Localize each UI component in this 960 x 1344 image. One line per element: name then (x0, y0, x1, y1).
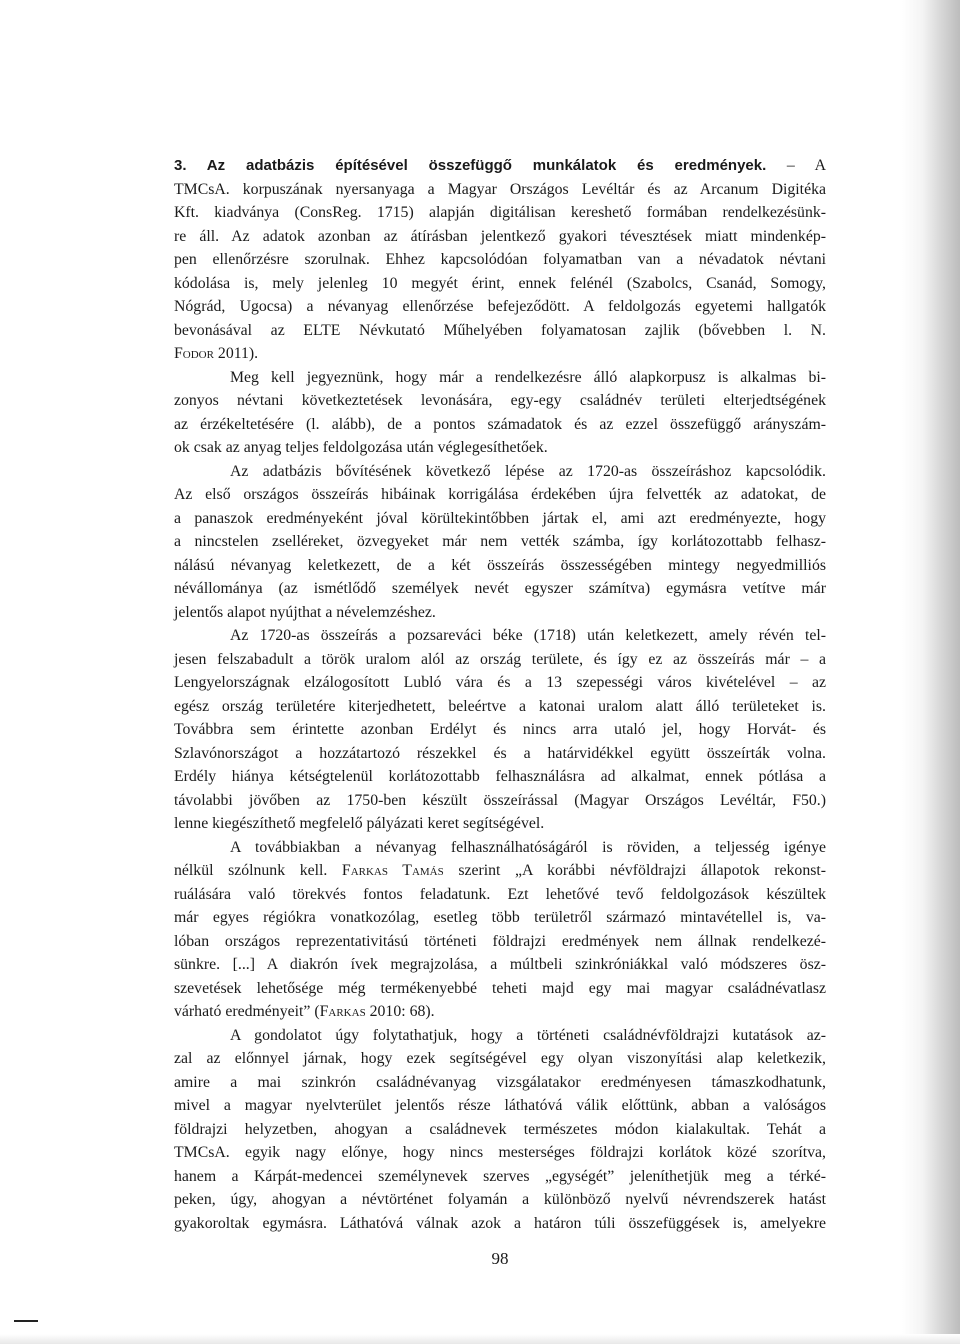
section-heading: 3. Az adatbázis építésével összefüggő munkálatok és eredmények. (174, 157, 767, 174)
text-line: jelentős alapot nyújthat a névelemzéshez. (174, 603, 436, 621)
text-line: amire a mai szinkrón családnévanyag vizsgálatakor eredményesen támaszkodhatunk, (174, 1073, 826, 1091)
text-line: Meg kell jegyeznünk, hogy már a rendelkezésre álló alapkorpusz is alkalmas bi- (230, 368, 826, 386)
text-line: a nincstelen zselléreket, özvegyeket már nem vették számba, így korlátozottabb felhasz- (174, 533, 826, 550)
page-body (174, 154, 826, 1235)
text-line: távolabbi jövőben az 1750-ben készült összeírással (Magyar Országos Levéltár, F50.) (174, 791, 826, 809)
scan-shadow-right (902, 0, 960, 1344)
section-heading-tail: – A (766, 157, 826, 174)
text-line: TMCsA. egyik nagy előnye, hogy nincs mesterséges földrajzi korlátok közé szorítva, (174, 1144, 826, 1161)
text-line: nélkül szólnunk kell. Farkas Tamás szerint „A korábbi névföldrajzi állapotok rekonst- (174, 862, 827, 879)
text-line: névállománya (az ismétlődő személyek nevét egyszer számítva) egymásra vetítve már (174, 580, 826, 597)
text-line: a panaszok eredményeként jóval körültekintőbben jártak el, ami azt eredményezte, hogy (174, 509, 826, 527)
text-line: Lengyelországnak elzálogosított Lubló vára és a 13 szepességi város kivételével – az (174, 674, 826, 691)
text-line: A gondolatot úgy folytathatjuk, hogy a történeti családnévföldrajzi kutatások az- (230, 1026, 826, 1044)
text-line: Az 1720-as összeírás a pozsareváci béke (1718) után keletkezett, amely révén tel- (230, 627, 826, 644)
text-line: várható eredményeit” (Farkas 2010: 68). (174, 1003, 435, 1020)
text-line: Erdély hiánya kétségtelenül korlátozottabb felhasználásra ad alkalmat, ennek pótlása a (174, 768, 826, 785)
text-line: Szlavónországot a hozzátartozó részekkel és a határvidékkel együtt összeírták volna. (174, 744, 826, 762)
text-line: Nógrád, Ugocsa) a névanyag ellenőrzése befejeződött. A feldolgozás egyetemi hallgatók (174, 298, 826, 315)
text-line: bevonásával az ELTE Névkutató Műhelyében folyamatosan zajlik (bővebben l. N. (174, 321, 826, 339)
text-line: szevetések lehetősége még termékenyebbé teheti majd egy mai magyar családnévatlasz (174, 979, 826, 997)
text-line: ok csak az anyag teljes feldolgozása után véglegesíthetőek. (174, 439, 548, 456)
author-name: Farkas Tamás (341, 862, 444, 879)
text-line: zal az előnnyel járnak, hogy ezek segítségével egy olyan viszonyítási alap keletkezik, (174, 1050, 826, 1067)
text-line: gyakoroltak egymásra. Láthatóvá válnak azok a határon túli összefüggések is, amelyekre (174, 1214, 826, 1232)
text-line: TMCsA. korpuszának nyersanyaga a Magyar Országos Levéltár és az Arcanum Digitéka (174, 180, 826, 198)
text-line: kódolása is, mely jelenleg 10 megyét érint, ennek felénél (Szabolcs, Csanád, Somogy, (174, 274, 826, 292)
text-line: mivel a magyar nyelvterület jelentős része láthatóvá válik előttünk, abban a valóságos (174, 1097, 826, 1114)
text-line: jesen felszabadult a török uralom alól az ország területe, és így ez az összeírás már – a (174, 650, 826, 668)
text-line: zonyos névtani következtetések levonására, egy-egy családnév területi elterjedtségének (174, 392, 826, 409)
text-line: hanem a Kárpát-medencei személynevek szerves „egységét” jeleníthetjük meg a térké- (174, 1167, 826, 1185)
text-line: egész ország területére kiterjedhetett, beleértve a katonai uralom alatt álló területeket is. (174, 697, 826, 715)
text-line: Fodor 2011). (174, 345, 259, 362)
text-line: Továbbra sem érintette azonban Erdélyt és nincs arra utaló jel, hogy Horvát- és (174, 721, 826, 738)
scan-corner-mark (14, 1320, 38, 1322)
text-line: ruálására való törekvés fontos feladatunk. Ezt lehetővé tevő feldolgozások készültek (174, 885, 826, 903)
text-line: földrajzi helyzetben, ahogyan a családnevek természetes módon kialakultak. Tehát a (174, 1120, 826, 1138)
body-lines (174, 178, 826, 1236)
text-line: lenne kiegészíthető megfelelő pályázati keret segítségével. (174, 815, 545, 832)
text-line: már egyes régiókra vonatkozólag, esetleg több területről származó mintavétellel is, va- (174, 909, 826, 926)
text-line: Az adatbázis bővítésének következő lépése az 1720-as összeíráshoz kapcsolódik. (230, 462, 826, 480)
text-line: nálású névanyag keletkezett, de a két összeírás összességében mintegy negyedmilliós (174, 556, 826, 574)
text-line: lóban országos reprezentativitású történeti földrajzi eredmények nem állnak rendelkezé- (174, 932, 826, 950)
text-line: A továbbiakban a névanyag felhasználhatóságáról is röviden, a teljesség igénye (230, 838, 826, 856)
text-line: sünkre. [...] A diakrón ívek megrajzolása, a múltbeli szinkróniákkal való módszeres ösz- (174, 956, 826, 973)
author-name: Fodor (174, 345, 214, 362)
text-line: pen ellenőrzésre szorulnak. Ehhez kapcsolódóan folyamatban van a névadatok névtani (174, 251, 826, 268)
scan-shadow-bottom (0, 1334, 960, 1344)
text-line: peken, úgy, ahogyan a névtörténet folyamán a különböző nyelvű névrendszerek hatást (174, 1191, 826, 1208)
text-line: az érzékeltetésére (l. alább), de a pontos számadatok és az ezzel összefüggő arányszám- (174, 415, 826, 433)
text-line: Az első országos összeírás hibáinak korrigálása érdekében újra felvették az adatokat, de (174, 486, 826, 503)
text-line: re áll. Az adatok azonban az átírásban jelentkező gyakori tévesztések miatt mindenkép- (174, 227, 826, 245)
page-number: 98 (491, 1249, 509, 1268)
text-line: Kft. kiadványa (ConsReg. 1715) alapján digitálisan kereshető formában rendelkezésünk- (174, 204, 826, 221)
section-heading-line (174, 154, 826, 178)
author-name: Farkas (319, 1003, 366, 1020)
